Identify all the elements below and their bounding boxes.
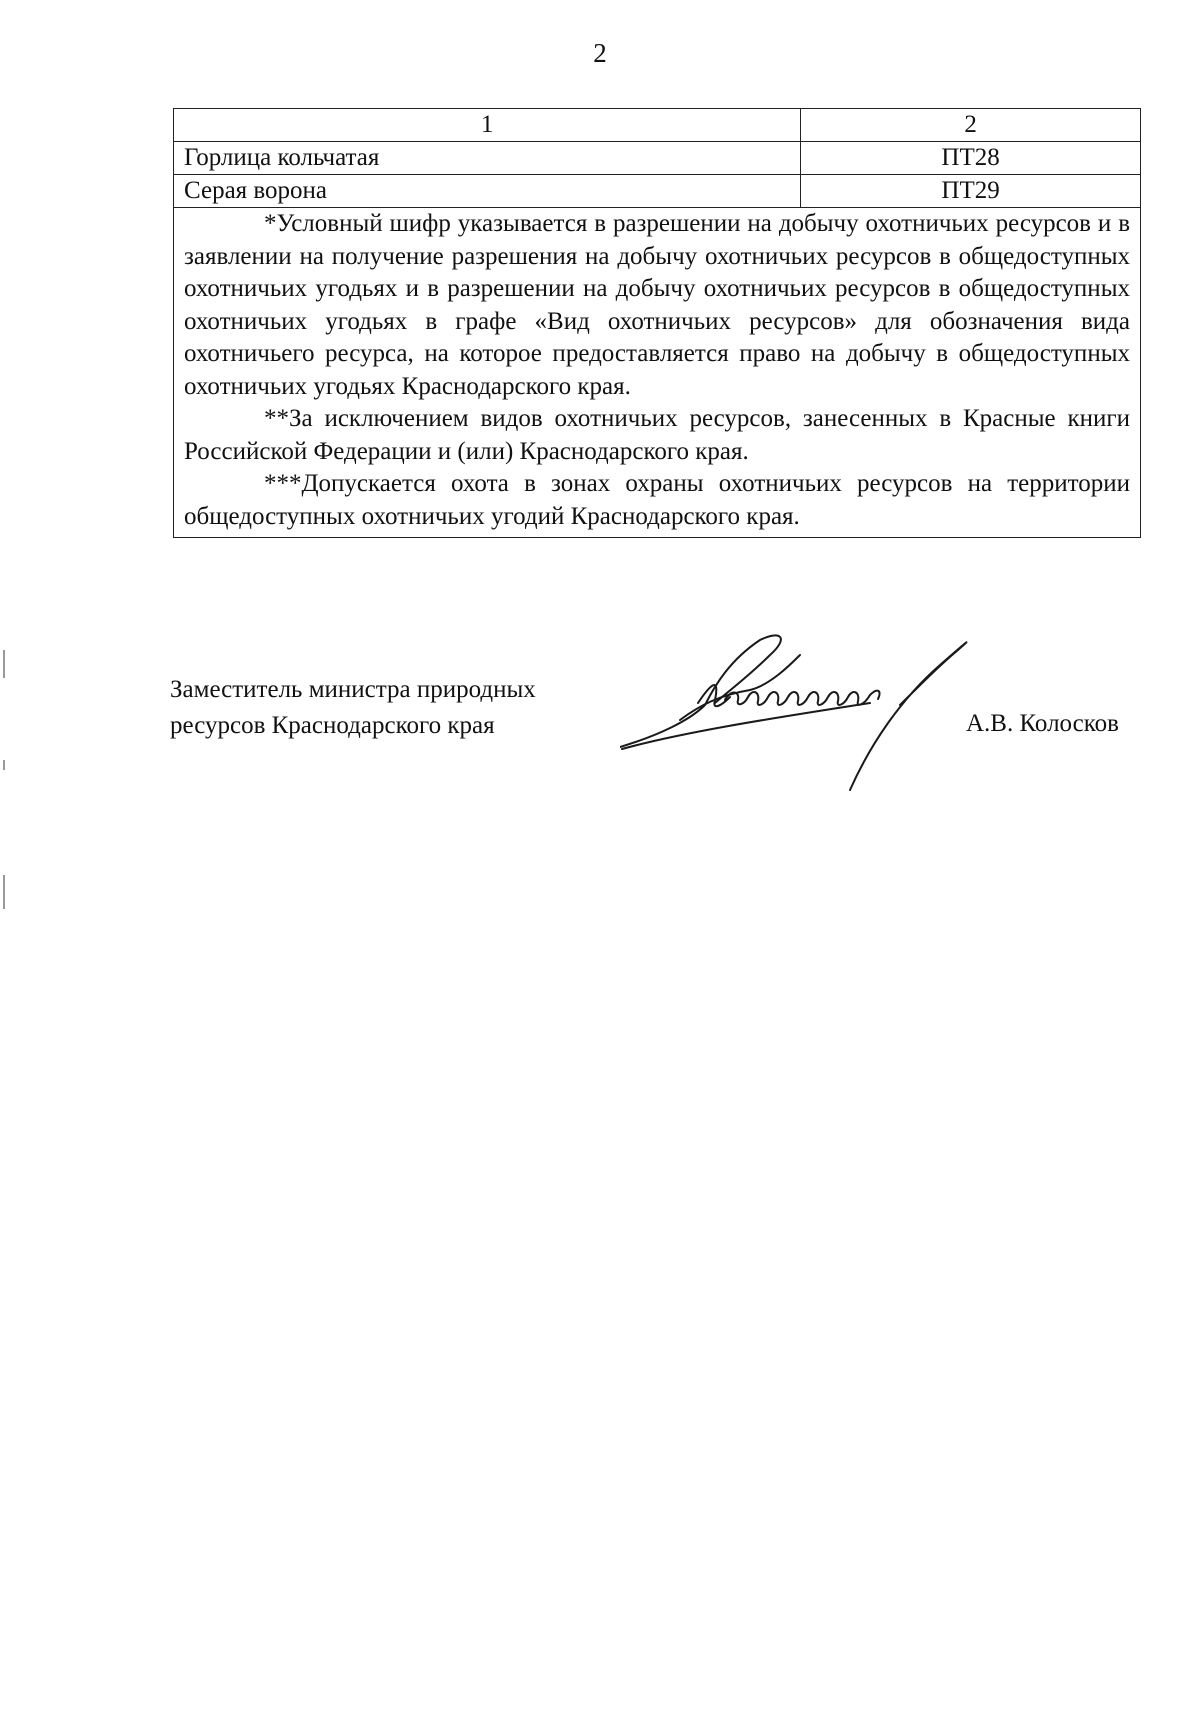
table-notes-row (174, 208, 1141, 538)
footnote-protection-zones: ***Допускается охота в зонах охраны охотничьих ресурсов на территории общедоступных охотничьих угодий Краснодарского края. (184, 470, 1130, 530)
signatory-name: А.В. Колосков (966, 710, 1119, 737)
table-row (174, 142, 1141, 175)
table-row (174, 175, 1141, 208)
scan-artifact-mark (3, 760, 5, 770)
table-header-col1: 1 (174, 109, 801, 142)
table-header-row (174, 109, 1141, 142)
signatory-position (170, 672, 536, 744)
footnote-red-book: **За исключением видов охотничьих ресурсов, занесенных в Красные книги Российской Федерации и (или) Краснодарского края. (184, 405, 1130, 465)
page-number: 2 (593, 38, 607, 68)
species-code: ПТ28 (801, 142, 1141, 175)
species-code-table (173, 108, 1141, 538)
footnote-cipher: *Условный шифр указывается в разрешении на добычу охотничьих ресурсов и в заявлении на получение разрешения на добычу охотничьих ресурсов в общедоступных охотничьих угодьях и в разрешении на добычу охотничьих ресурсов в общедоступных охотничьих угодьях в графе «Вид охотничьих ресурсов» для обозначения вида охотничьего ресурса, на которое предоставляется право на добычу в общедоступных охотничьих угодьях Краснодарского края. (184, 210, 1130, 400)
table-header-col2: 2 (801, 109, 1141, 142)
table-notes-cell (174, 208, 1141, 538)
species-code: ПТ29 (801, 175, 1141, 208)
scan-artifact-mark (3, 875, 5, 909)
scan-artifact-mark (3, 650, 5, 678)
species-name: Серая ворона (174, 175, 801, 208)
species-name: Горлица кольчатая (174, 142, 801, 175)
signatory-position-line2: ресурсов Краснодарского края (170, 712, 495, 739)
signatory-position-line1: Заместитель министра природных (170, 676, 536, 703)
